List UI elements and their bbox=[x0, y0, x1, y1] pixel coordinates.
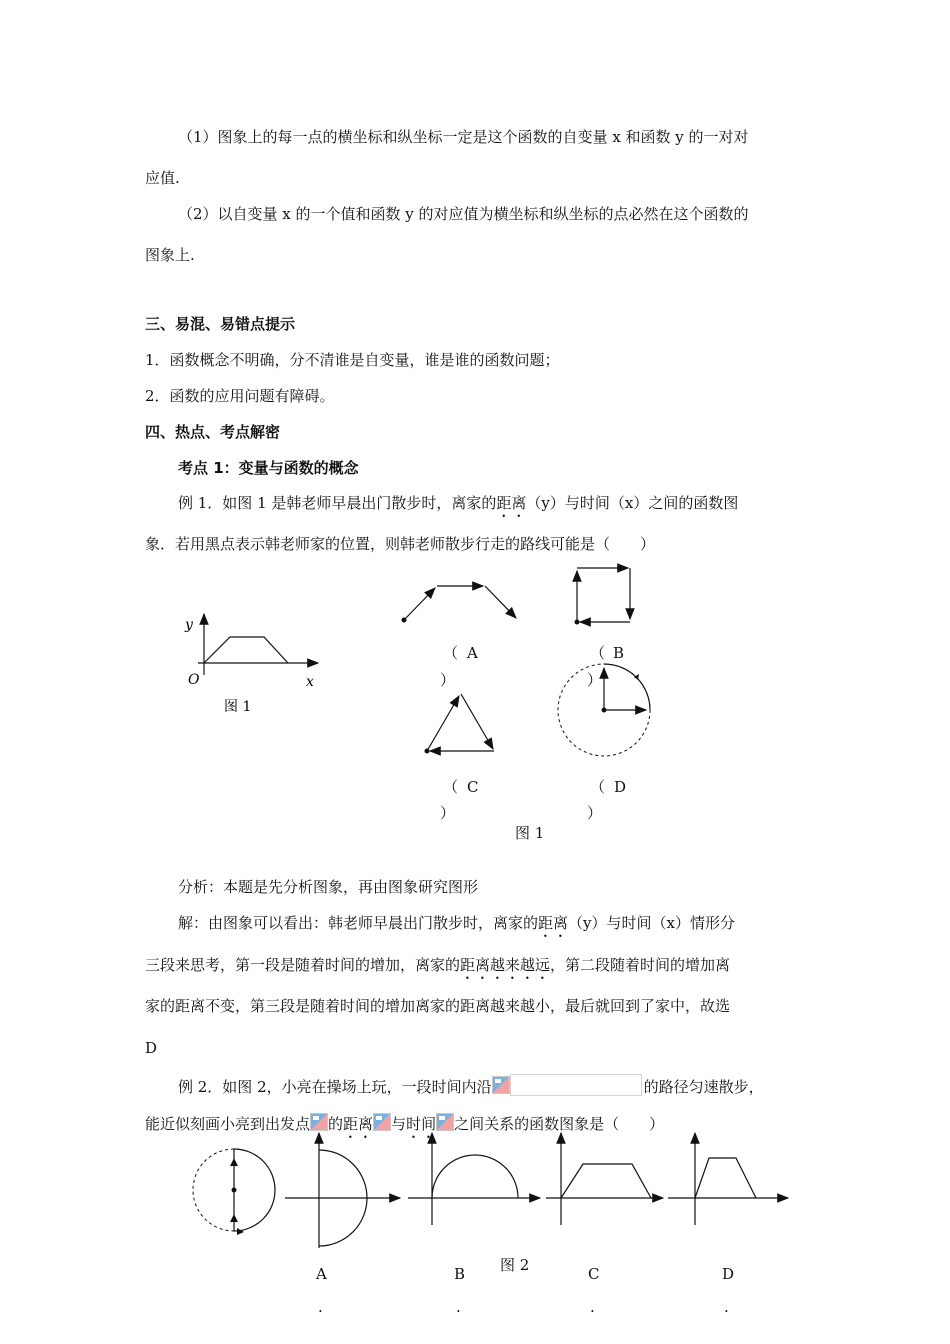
solution-line4: D bbox=[145, 1039, 158, 1057]
example2-text-e: 与 bbox=[391, 1115, 407, 1133]
figure1-graph bbox=[180, 610, 330, 715]
broken-image-icon bbox=[492, 1076, 510, 1094]
section3-heading: 三、易混、易错点提示 bbox=[145, 315, 296, 333]
example2-line1 bbox=[178, 1074, 764, 1096]
option-d-path bbox=[550, 656, 660, 766]
example2-text-d: 的 bbox=[328, 1115, 344, 1133]
solution-line3: 家的距离不变，第三段是随着时间的增加离家的距离越来越小，最后就回到了家中，故选 bbox=[145, 997, 731, 1015]
figure2-option-a bbox=[285, 1130, 405, 1255]
figure2-option-c bbox=[543, 1130, 668, 1230]
example2-emphasis-2: 时间 bbox=[406, 1115, 437, 1133]
option-c-label: C bbox=[467, 778, 479, 796]
fig1-caption: 图 1 bbox=[224, 699, 252, 715]
solution-text-c: 三段来思考，第一段是随着时间的增加，离家的 bbox=[145, 956, 461, 974]
fig1-origin-label: O bbox=[188, 672, 200, 688]
solution-text-a: 解：由图象可以看出：韩老师早晨出门散步时，离家的 bbox=[178, 914, 539, 932]
option-a-path bbox=[395, 578, 525, 638]
topic1-heading: 考点 1：变量与函数的概念 bbox=[178, 459, 359, 477]
example1-emphasis: 距离 bbox=[496, 494, 527, 512]
list-item-1: 1．函数概念不明确，分不清谁是自变量，谁是谁的函数问题； bbox=[145, 351, 560, 369]
formula-placeholder bbox=[510, 1074, 642, 1096]
fig1-y-label: y bbox=[185, 617, 193, 633]
figure2-dot-d: . bbox=[724, 1298, 729, 1316]
option-d-label: D bbox=[614, 778, 627, 796]
figure2-dot-a: . bbox=[318, 1298, 323, 1316]
option-a-close: ） bbox=[440, 671, 456, 689]
option-b-path bbox=[570, 562, 640, 632]
option-b-open: （ bbox=[590, 644, 606, 662]
figure2-label-d: D bbox=[722, 1265, 735, 1283]
example2-emphasis-1: 距离 bbox=[343, 1115, 374, 1133]
option-d-open: （ bbox=[590, 778, 606, 796]
figure1-bottom-caption: 图 1 bbox=[515, 824, 545, 842]
solution-line2 bbox=[145, 956, 730, 983]
para1-line1: （1）图象上的每一点的横坐标和纵坐标一定是这个函数的自变量 x 和函数 y 的一对对 bbox=[178, 128, 749, 146]
broken-image-icon bbox=[436, 1113, 454, 1131]
para2-line1: （2）以自变量 x 的一个值和函数 y 的对应值为横坐标和纵坐标的点必然在这个函数的 bbox=[178, 205, 749, 223]
analysis-line: 分析：本题是先分析图象，再由图象研究图形 bbox=[178, 878, 479, 896]
option-a-label: A bbox=[467, 644, 478, 662]
example1-line2: 象．若用黑点表示韩老师家的位置，则韩老师散步行走的路线可能是（ ） bbox=[145, 535, 656, 553]
option-c-open: （ bbox=[443, 778, 459, 796]
broken-image-icon bbox=[373, 1113, 391, 1131]
solution-emphasis-1: 距离 bbox=[538, 914, 569, 932]
solution-text-b: （y）与时间（x）情形分 bbox=[568, 914, 735, 932]
option-c-path bbox=[420, 690, 510, 760]
section4-heading: 四、热点、考点解密 bbox=[145, 423, 281, 441]
option-b-close: ） bbox=[587, 671, 603, 689]
example1-text-a: 例 1．如图 1 是韩老师早晨出门散步时，离家的 bbox=[178, 494, 497, 512]
example1-line1 bbox=[178, 494, 738, 521]
figure2-label-b: B bbox=[454, 1265, 466, 1283]
example2-text-a: 例 2．如图 2，小亮在操场上玩，一段时间内沿 bbox=[178, 1078, 492, 1096]
list-item-2: 2．函数的应用问题有障碍。 bbox=[145, 387, 335, 405]
solution-emphasis-2: 距离越来越远 bbox=[460, 956, 551, 974]
option-a-open: （ bbox=[443, 644, 459, 662]
solution-text-d: ，第二段随着时间的增加离 bbox=[550, 956, 731, 974]
figure2-label-a: A bbox=[316, 1265, 327, 1283]
solution-line1 bbox=[178, 914, 735, 941]
figure2-option-b bbox=[408, 1130, 543, 1230]
figure2-track bbox=[192, 1140, 282, 1240]
figure2-caption: 图 2 bbox=[500, 1256, 530, 1274]
example1-text-b: （y）与时间（x）之间的函数图 bbox=[526, 494, 739, 512]
figure2-label-c: C bbox=[588, 1265, 600, 1283]
fig1-x-label: x bbox=[306, 674, 314, 690]
option-c-close: ） bbox=[440, 804, 456, 822]
para1-line2: 应值. bbox=[145, 169, 180, 187]
broken-image-icon bbox=[310, 1113, 328, 1131]
figure2-option-d bbox=[668, 1130, 793, 1230]
example2-text-f: 之间关系的函数图象是（ ） bbox=[454, 1115, 665, 1133]
figure2-dot-b: . bbox=[456, 1298, 461, 1316]
para2-line2: 图象上. bbox=[145, 246, 195, 264]
figure2-dot-c: . bbox=[590, 1298, 595, 1316]
example2-text-b: 的路径匀速散步， bbox=[643, 1078, 764, 1096]
option-b-label: B bbox=[613, 644, 625, 662]
option-d-close: ） bbox=[587, 804, 603, 822]
example2-text-c: 能近似刻画小亮到出发点 bbox=[145, 1115, 311, 1133]
